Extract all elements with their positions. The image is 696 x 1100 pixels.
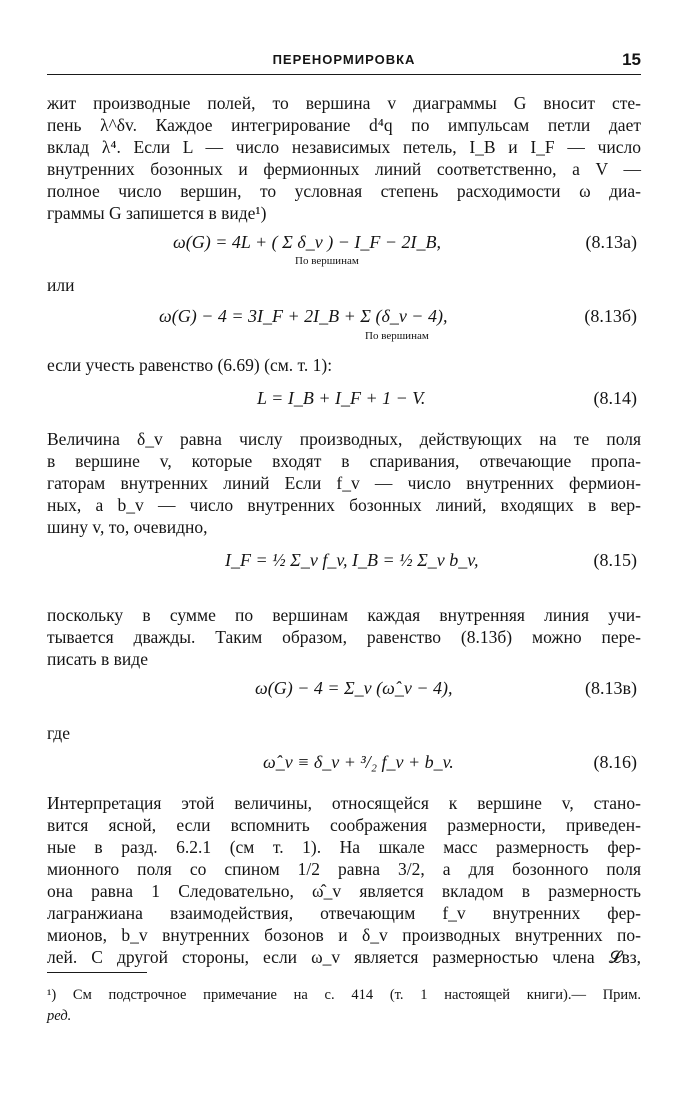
text-line: лагранжиана взаимодействия, отвечающим f_v внутренних фер- — [47, 903, 641, 923]
paragraph-1 — [47, 92, 641, 224]
text-line: она равна 1 Следовательно, ω̂_v является вкладом в размерность — [47, 881, 641, 901]
equation-8-13v — [47, 668, 641, 708]
equation-number: (8.13б) — [584, 306, 637, 326]
equation-8-16 — [47, 742, 641, 782]
equation-number: (8.16) — [593, 752, 637, 772]
equation-number: (8.14) — [593, 388, 637, 408]
text-line: писать в виде — [47, 649, 148, 669]
text-line: пень λ^δv. Каждое интегрирование d⁴q по импульсам петли дает — [47, 115, 641, 135]
footnote-rule — [47, 972, 147, 973]
text-line: поскольку в сумме по вершинам каждая внутренняя линия учи- — [47, 605, 641, 625]
equation-number: (8.13а) — [585, 232, 637, 252]
text-line: лей. С другой стороны, если ω_v является размерностью члена 𝓛вз, — [47, 947, 641, 967]
text-line: если учесть равенство (6.69) (см. т. 1): — [47, 355, 333, 375]
text-line: ные в разд. 6.2.1 (см т. 1). На шкале масс размерность фер- — [47, 837, 641, 857]
equation-number: (8.15) — [593, 550, 637, 570]
text-line: вклад λ⁴. Если L — число независимых петель, I_B и I_F — число — [47, 137, 641, 157]
text-line: шину v, то, очевидно, — [47, 517, 208, 537]
footnote — [47, 985, 641, 1027]
page-header — [47, 50, 641, 72]
paragraph-5 — [47, 792, 641, 968]
equation-body: ω(G) = 4L + ( Σ δ_v ) − I_F − 2I_B, — [173, 232, 441, 252]
sum-subscript: По вершинам — [295, 255, 359, 267]
connective-word: или — [47, 275, 75, 295]
footnote-line: ред. — [47, 1008, 72, 1024]
equation-8-14 — [47, 378, 641, 418]
paragraph-2 — [47, 354, 641, 376]
connective-word: где — [47, 723, 70, 743]
text-line: вится ясной, если вспомнить соображения размерности, приведен- — [47, 815, 641, 835]
text-line: тывается дважды. Таким образом, равенство (8.13б) можно пере- — [47, 627, 641, 647]
text-line: Величина δ_v равна числу производных, действующих на те поля — [47, 429, 641, 449]
text-line: ных, а b_v — число внутренних бозонных линий, входящих в вер- — [47, 495, 641, 515]
equation-8-13a — [47, 222, 641, 267]
running-title: ПЕРЕНОРМИРОВКА — [272, 52, 416, 67]
paragraph-4 — [47, 604, 641, 670]
text-line: в вершине v, которые входят в спаривания, отвечающие пропа- — [47, 451, 641, 471]
equation-8-13b — [47, 296, 641, 342]
text-line: мионов, b_v внутренних бозонов и δ_v производных внутренних по- — [47, 925, 641, 945]
text-line: граммы G запишется в виде¹) — [47, 203, 267, 223]
footnote-line: ¹) См подстрочное примечание на с. 414 (т. 1 настоящей книги).— Прим. — [47, 987, 641, 1003]
equation-body: ω(G) − 4 = Σ_v (ω̂_v − 4), — [255, 678, 453, 698]
equation-body: L = I_B + I_F + 1 − V. — [257, 388, 426, 408]
page-number: 15 — [622, 50, 641, 69]
equation-body: I_F = ½ Σ_v f_v, I_B = ½ Σ_v b_v, — [225, 550, 479, 570]
equation-body: ω̂_v ≡ δ_v + ³/₂ f_v + b_v. — [263, 752, 454, 772]
text-line: полное число вершин, то условная степень расходимости ω диа- — [47, 181, 641, 201]
equation-8-15 — [47, 540, 641, 580]
text-line: мионного поля со спином 1/2 равна 3/2, а для бозонного поля — [47, 859, 641, 879]
text-line: жит производные полей, то вершина v диаграммы G вносит сте- — [47, 93, 641, 113]
text-line: внутренних бозонных и фермионных линий соответственно, а V — — [47, 159, 641, 179]
header-rule — [47, 74, 641, 75]
equation-number: (8.13в) — [585, 678, 637, 698]
text-line: Интерпретация этой величины, относящейся к вершине v, стано- — [47, 793, 641, 813]
sum-subscript: По вершинам — [365, 330, 429, 342]
equation-body: ω(G) − 4 = 3I_F + 2I_B + Σ (δ_v − 4), — [159, 306, 448, 326]
paragraph-3 — [47, 428, 641, 538]
text-line: гаторам внутренних линий Если f_v — число внутренних фермион- — [47, 473, 641, 493]
